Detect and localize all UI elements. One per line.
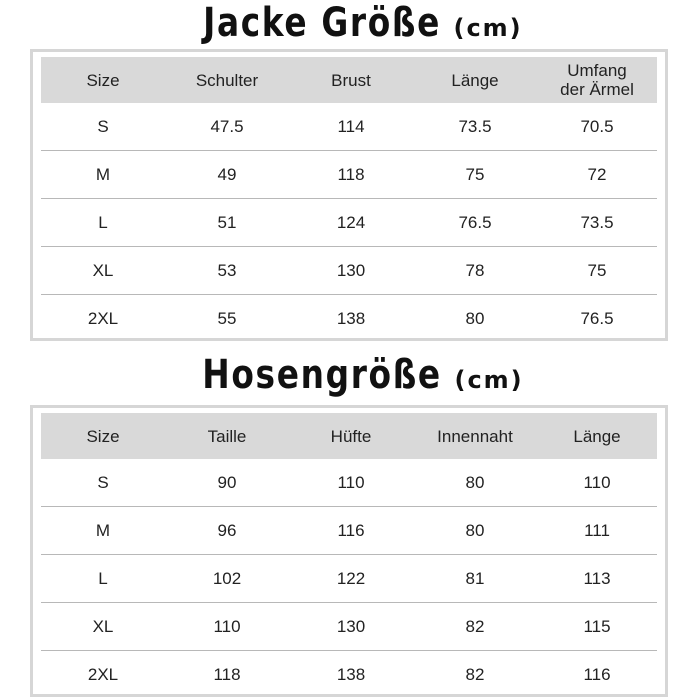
table-header-row <box>41 57 657 103</box>
column-header-size: Size <box>41 57 165 103</box>
table-row <box>41 103 657 151</box>
column-header-waist: Taille <box>165 413 289 459</box>
cell-shoulder: 51 <box>165 199 289 247</box>
cell-chest: 114 <box>289 103 413 151</box>
column-header-length: Länge <box>413 57 537 103</box>
cell-sleeve: 70.5 <box>537 103 657 151</box>
cell-waist: 90 <box>165 459 289 507</box>
cell-length: 111 <box>537 507 657 555</box>
jacket-size-heading <box>0 0 700 46</box>
cell-inseam: 82 <box>413 603 537 651</box>
cell-size: 2XL <box>87 664 119 684</box>
cell-length: 73.5 <box>413 103 537 151</box>
cell-hip: 110 <box>289 459 413 507</box>
cell-hip: 122 <box>289 555 413 603</box>
cell-shoulder: 55 <box>217 308 237 328</box>
pants-size-unit: (cm) <box>454 366 524 394</box>
cell-hip: 116 <box>289 507 413 555</box>
cell-length: 110 <box>537 459 657 507</box>
pants-size-table <box>41 413 657 698</box>
cell-length: 75 <box>413 151 537 199</box>
cell-sleeve: 72 <box>537 151 657 199</box>
cell-chest: 118 <box>289 151 413 199</box>
table-row <box>41 555 657 603</box>
cell-size: L <box>41 555 165 603</box>
cell-waist: 110 <box>165 603 289 651</box>
table-row <box>41 651 657 699</box>
jacket-size-table <box>41 57 657 342</box>
cell-length: 115 <box>537 603 657 651</box>
cell-inseam: 80 <box>413 507 537 555</box>
cell-chest: 130 <box>289 247 413 295</box>
column-header-sleeve <box>537 57 657 103</box>
column-header-chest: Brust <box>289 57 413 103</box>
column-header-sleeve-line-2: der Ärmel <box>560 80 634 99</box>
cell-waist: 118 <box>213 664 241 684</box>
cell-size: S <box>41 459 165 507</box>
table-row <box>41 459 657 507</box>
column-header-sleeve-line-1: Umfang <box>567 61 627 80</box>
table-row <box>41 295 657 343</box>
cell-inseam: 82 <box>465 664 485 684</box>
table-row <box>41 151 657 199</box>
cell-length: 76.5 <box>413 199 537 247</box>
jacket-size-table-frame <box>30 49 668 341</box>
cell-hip: 138 <box>336 664 366 684</box>
cell-length: 78 <box>413 247 537 295</box>
cell-size: L <box>41 199 165 247</box>
cell-hip: 130 <box>289 603 413 651</box>
cell-waist: 96 <box>165 507 289 555</box>
cell-waist: 102 <box>165 555 289 603</box>
table-row <box>41 247 657 295</box>
cell-sleeve: 73.5 <box>537 199 657 247</box>
cell-size: XL <box>41 603 165 651</box>
table-row <box>41 199 657 247</box>
cell-length: 116 <box>583 664 611 684</box>
cell-size: XL <box>41 247 165 295</box>
cell-size: M <box>41 151 165 199</box>
cell-chest: 124 <box>289 199 413 247</box>
pants-size-table-frame <box>30 405 668 697</box>
cell-size: 2XL <box>87 308 119 328</box>
table-header-row <box>41 413 657 459</box>
cell-length: 80 <box>465 308 485 328</box>
cell-shoulder: 49 <box>165 151 289 199</box>
cell-sleeve: 75 <box>537 247 657 295</box>
cell-sleeve: 76.5 <box>580 308 614 328</box>
column-header-length: Länge <box>537 413 657 459</box>
cell-size: S <box>41 103 165 151</box>
cell-inseam: 80 <box>413 459 537 507</box>
table-row <box>41 507 657 555</box>
cell-size: M <box>41 507 165 555</box>
column-header-hip: Hüfte <box>289 413 413 459</box>
column-header-size: Size <box>41 413 165 459</box>
jacket-size-title: Jacke Größe <box>203 0 442 46</box>
pants-size-title: Hosengröße <box>202 352 443 398</box>
pants-size-heading <box>0 352 700 398</box>
cell-shoulder: 53 <box>165 247 289 295</box>
cell-chest: 138 <box>336 308 366 328</box>
cell-length: 113 <box>537 555 657 603</box>
cell-inseam: 81 <box>413 555 537 603</box>
jacket-size-unit: (cm) <box>453 14 523 42</box>
cell-shoulder: 47.5 <box>165 103 289 151</box>
table-row <box>41 603 657 651</box>
column-header-shoulder: Schulter <box>165 57 289 103</box>
column-header-inseam: Innennaht <box>413 413 537 459</box>
